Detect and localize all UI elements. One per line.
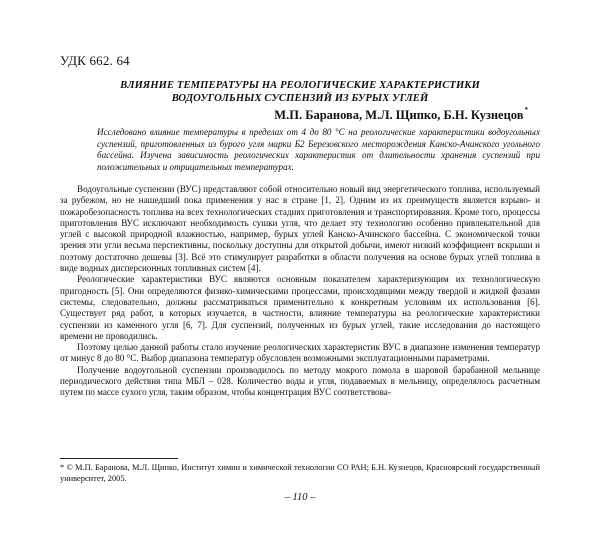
footnote: * © М.П. Баранова, М.Л. Щипко, Институт химии и химической технологии СО РАН; Б.Н. Кузнецов, Красноярский государственный университет, 2005. — [60, 463, 540, 483]
abstract: Исследовано влияние температуры в пределах от 4 до 80 °С на реологические характеристики водоугольных суспензий, приготовленных из бурого угля марки Б2 Березовского месторождения Канско-Ачинского угольного бассейна. Изучена зависимость реологических характеристик от длительности хранения суспензий при положительных и отрицательных температурах. — [97, 127, 540, 172]
article-title — [60, 79, 540, 105]
body-paragraph-1: Водоугольные суспензии (ВУС) представляют собой относительно новый вид энергетического топлива, используемый за рубежом, но не нашедший пока применения у нас в стране [1, 2]. Одним из их преимуществ является взрыво- и пожаробезопасность топлива на всех технологических стадиях приготовления и транспортирования. Кроме того, процессы приготовления ВУС исключают необходимость сушки угля, что делает эту технологию особенно привлекательной для углей с высокой природной влажностью, например, бурых углей Канско-Ачинского бассейна. С экономической точки зрения эти угли весьма перспективны, поскольку доступны для открытой добычи, имеют низкий коэффициент вскрыши и поэтому достаточно дешевы [3]. Всё это стимулирует разработки в области получения на основе бурых углей топлива в виде водных дисперсионных топливных систем [4]. — [60, 184, 540, 274]
body-paragraph-3: Поэтому целью данной работы стало изучение реологических характеристик ВУС в диапазоне изменения температур от минус 8 до 80 °С. Выбор диапазона температур обусловлен возможными эксплуатационными параметрами. — [60, 342, 540, 364]
article-body — [60, 184, 540, 399]
authors-line — [274, 108, 528, 123]
page-number: – 110 – — [284, 492, 316, 503]
article-title-line-1: ВЛИЯНИЕ ТЕМПЕРАТУРЫ НА РЕОЛОГИЧЕСКИЕ ХАРАКТЕРИСТИКИ — [120, 80, 480, 91]
body-paragraph-4: Получение водоугольной суспензии производилось по методу мокрого помола в шаровой барабанной мельнице периодического действия типа МБЛ – 028. Количество воды и угля, подаваемых в мельницу, определялось расчетным путем по массе сухого угля, таким образом, чтобы концентрация ВУС соответствова- — [60, 364, 540, 398]
footnote-divider — [60, 458, 178, 459]
udk-code: УДК 662. 64 — [60, 53, 130, 68]
article-title-line-2: ВОДОУГОЛЬНЫХ СУСПЕНЗИЙ ИЗ БУРЫХ УГЛЕЙ — [171, 93, 429, 104]
author-footnote-mark: * — [524, 106, 528, 114]
body-paragraph-2: Реологические характеристики ВУС являются основным показателем характеризующим их технологическую пригодность [5]. Они определяются физико-химическими процессами, происходящими между твердой и жидкой фазами системы, следовательно, должны рассматриваться применительно к конкретным условиям их использования [6]. Существует ряд работ, в которых изучается, в частности, влияние температуры на реологические характеристики суспензии из каменного угля [6, 7]. Для суспензий, полученных из бурых углей, такие исследования до настоящего времени не проводились. — [60, 274, 540, 341]
author-names: М.П. Баранова, М.Л. Щипко, Б.Н. Кузнецов — [274, 108, 524, 123]
